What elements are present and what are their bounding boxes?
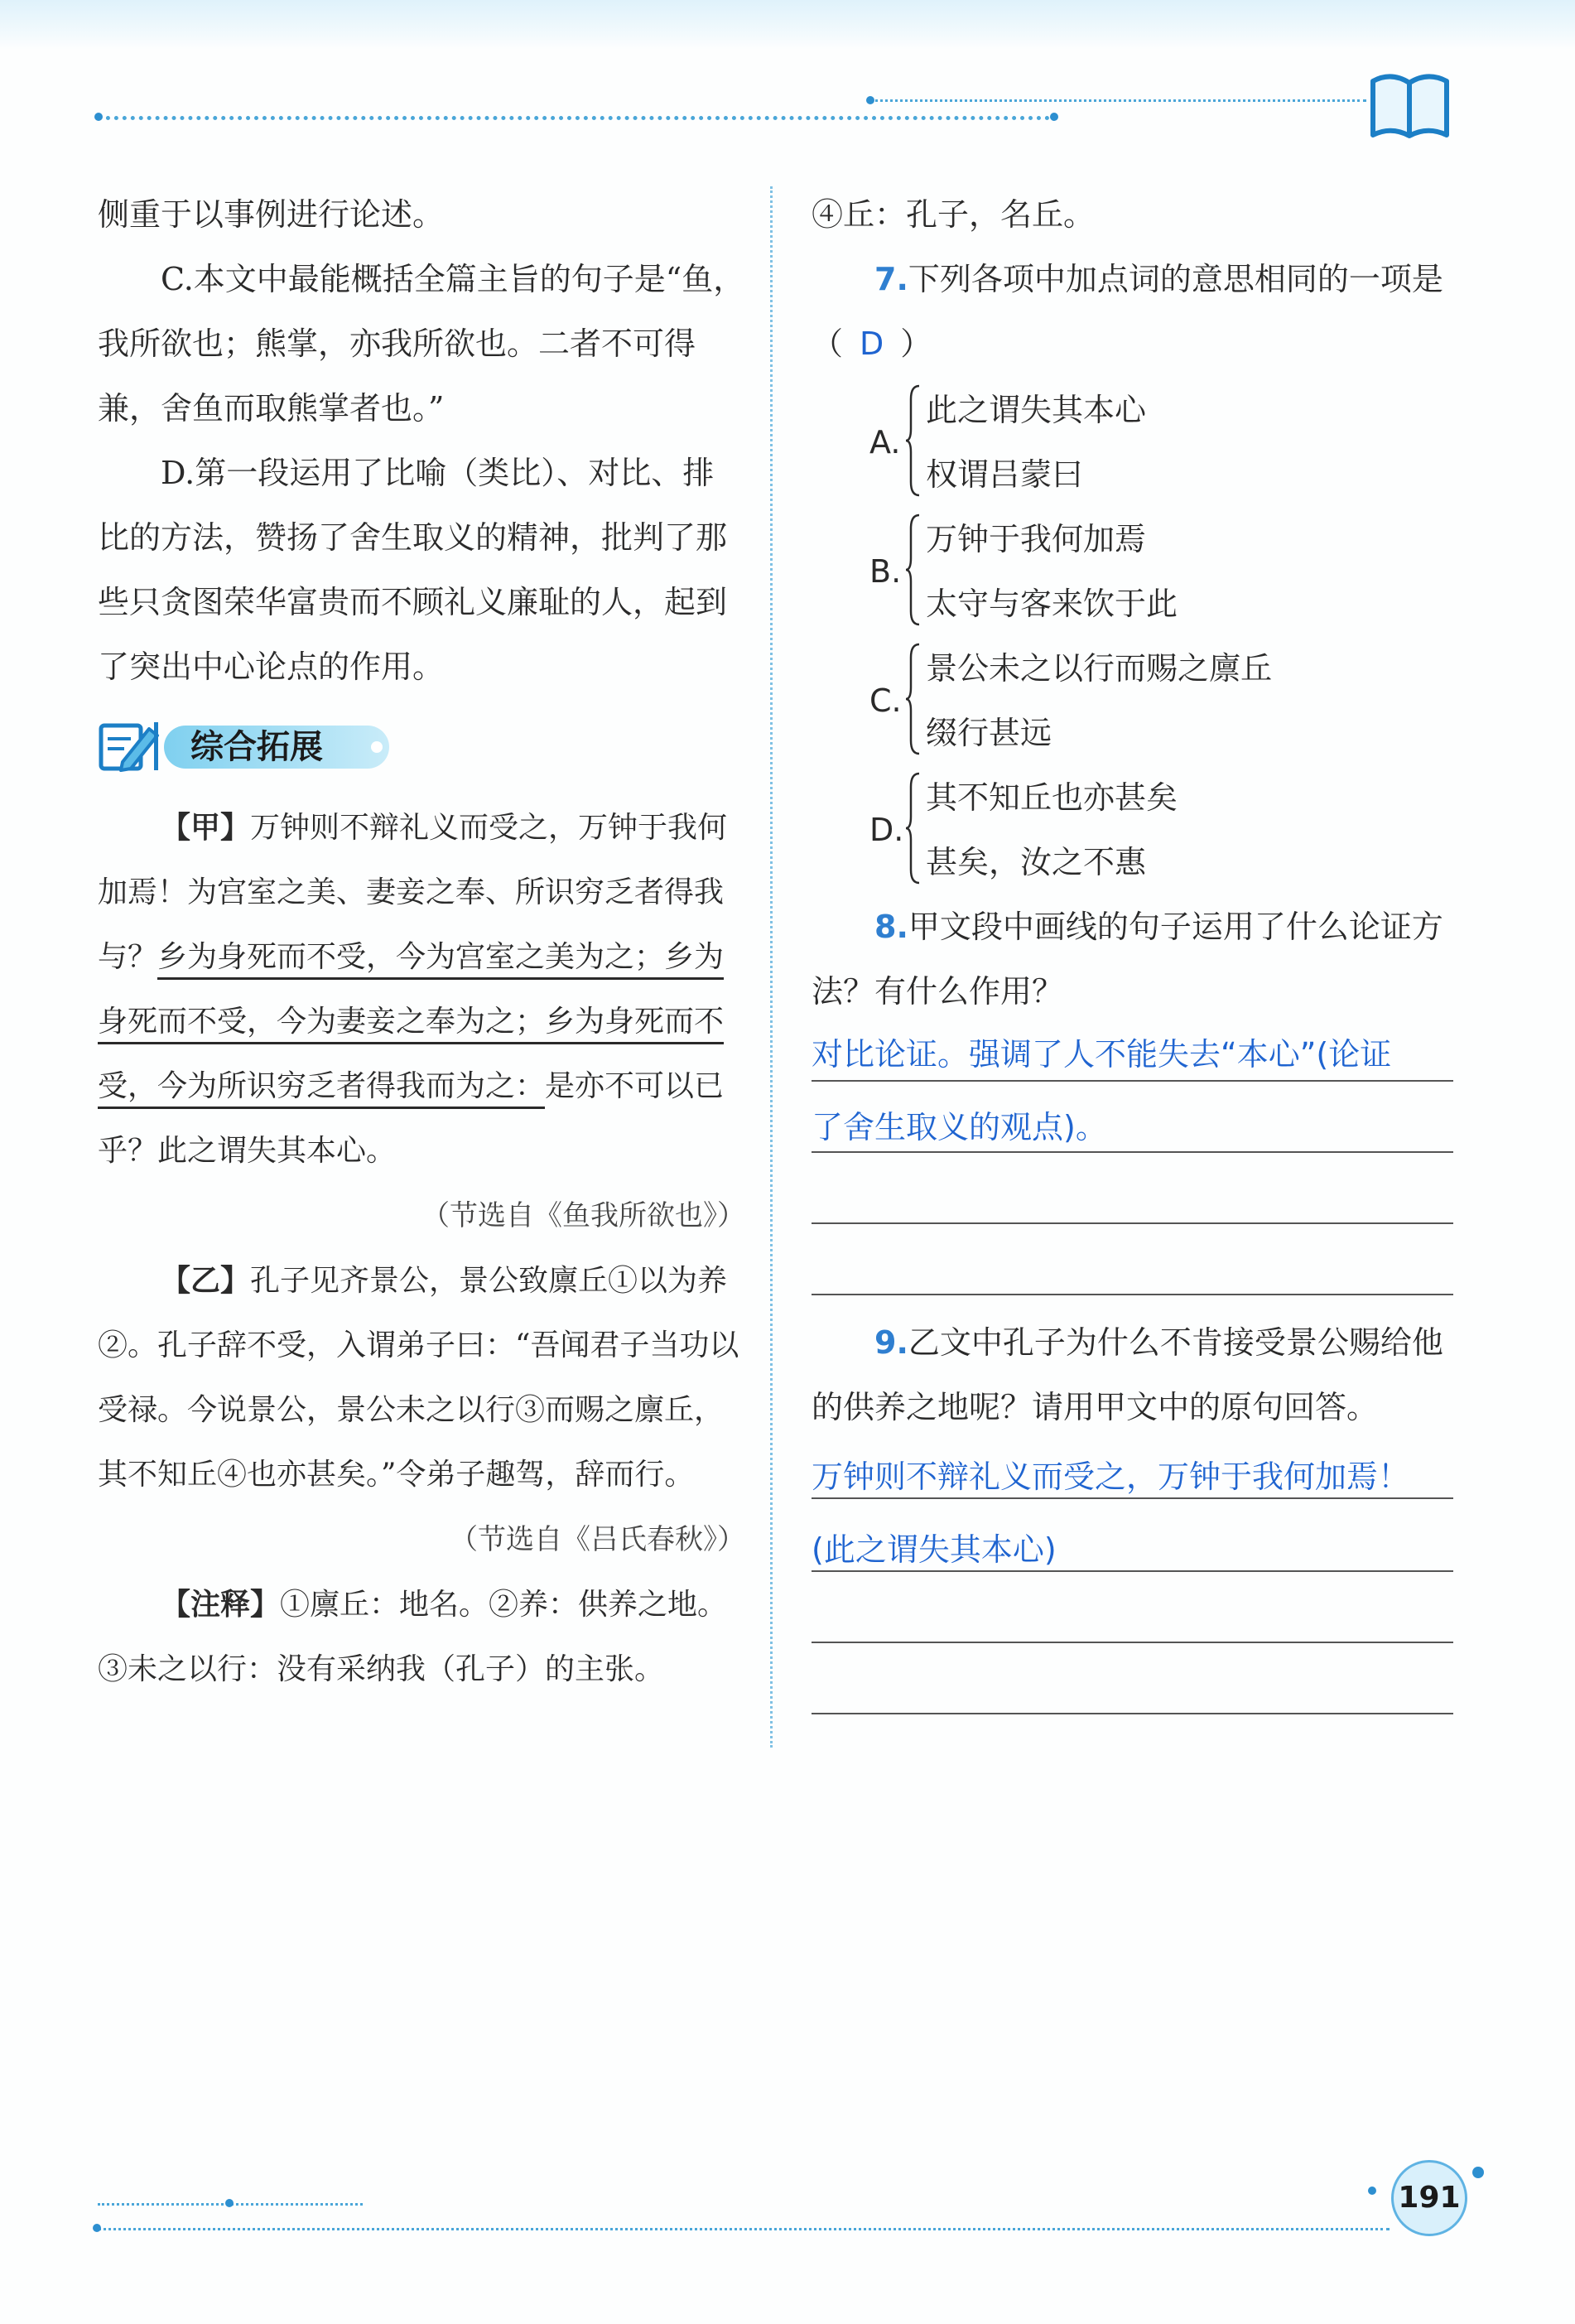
passage-jia-label: 【甲】 [161,810,251,845]
question-7-number: 7. [874,261,908,297]
footer-dot [93,2224,101,2232]
option-d-line-2: 甚矣，汝之不惠 [926,844,1147,880]
option-d-label: D. [869,812,904,848]
option-b-line-1: 万钟于我何加焉 [926,521,1147,557]
question-7-close: ） [900,325,932,362]
question-7-text-2: 是（ [812,261,1443,362]
option-c-line-1: 景公未之以行而赐之廪丘 [926,650,1273,687]
option-a-line-2: 权谓吕蒙曰 [926,456,1084,493]
section-banner [98,719,389,774]
book-icon [1366,65,1453,143]
option-b-label: B. [869,553,902,590]
answer-rule [812,1080,1453,1082]
question-9 [812,1310,1453,1439]
question-7-answer: D [860,325,884,362]
section-title: 综合拓展 [190,728,323,766]
option-c-line-2: 缀行甚远 [926,715,1052,751]
option-c-label: C. [869,682,902,719]
answer-rule [812,1713,1453,1714]
answer-rule [812,1570,1453,1572]
question-9-prompt [812,1310,1453,1439]
question-9-number: 9. [874,1324,908,1361]
annotation-text: ①廪丘：地名。②养：供养之地。③未之以行：没有采纳我（孔子）的主张。 [98,1588,728,1686]
brace-icon [904,641,921,757]
footer-dotted-rule [98,2228,1390,2230]
question-9-text: 乙文中孔子为什么不肯接受景公赐给他的供养之地呢？请用甲文中的原句回答。 [812,1324,1443,1425]
annotation [98,1572,745,1702]
page-number: 191 [1391,2160,1467,2236]
question-9-answer-line-2: (此之谓失其本心) [812,1531,1057,1568]
question-9-answer-line-1: 万钟则不辩礼义而受之，万钟于我何加焉！ [812,1459,1410,1495]
paragraph-option-d: D.第一段运用了比喻（类比）、对比、排比的方法，赞扬了舍生取义的精神，批判了那些只贪图荣华富贵而不顾礼义廉耻的人，起到了突出中心论点的作用。 [98,455,728,685]
brace-icon [904,770,921,886]
question-8-number: 8. [874,909,908,945]
answer-rule [812,1151,1453,1153]
header-dotted-rule-left [98,116,1058,120]
right-column-top [812,182,1453,376]
option-b-line-2: 太守与客来饮于此 [926,586,1178,622]
brace-icon [904,512,921,628]
header-dotted-rule-right [869,99,1366,102]
question-8 [812,894,1453,1024]
passage-jia [98,795,745,1184]
passage-jia-underlined: 乡为身死而不受，今为宫室之美为之；乡为身死而不受，今为妻妾之奉为之；乡为身死而不受，今为所识穷乏者得我而为之： [98,940,724,1109]
annotation-4: ④丘：孔子，名丘。 [812,196,1096,233]
passage-yi-label: 【乙】 [161,1263,251,1298]
option-a-label: A. [869,424,901,460]
header-dot [1050,113,1058,121]
paragraph-option-c: C.本文中最能概括全篇主旨的句子是“鱼，我所欲也；熊掌，亦我所欲也。二者不可得兼，舍鱼而取熊掌者也。” [98,261,745,427]
answer-rule [812,1497,1453,1499]
brace-icon [904,383,921,499]
header-band [0,0,1575,50]
left-column [98,182,745,699]
answer-rule [812,1294,1453,1295]
question-8-prompt [812,894,1453,1024]
question-7-text: 下列各项中加点词的意思相同的一项 [908,261,1412,297]
header-dot [866,96,874,104]
passage-yi [98,1248,745,1507]
paragraph: 侧重于以事例进行论述。 [98,196,445,233]
option-a-line-1: 此之谓失其本心 [926,392,1147,428]
question-7 [812,247,1453,376]
passage-yi-text: 孔子见齐景公，景公致廪丘①以为养②。孔子辞不受，入谓弟子曰：“吾闻君子当功以受禄。今说景公，景公未之以行③而赐之廪丘，其不知丘④也亦甚矣。”令弟子趣驾，辞而行。 [98,1264,739,1492]
question-8-text: 甲文段中画线的句子运用了什么论证方法？有什么作用？ [812,909,1443,1010]
passage-jia-source: （节选自《鱼我所欲也》） [421,1199,745,1232]
passage-jia-text-end: 是亦不可以已乎？此之谓失其本心。 [98,1069,725,1168]
annotation-label: 【注释】 [161,1587,281,1622]
pencil-note-icon [98,719,161,774]
footer-dot [225,2199,234,2207]
footer-dot [1368,2187,1376,2195]
question-8-answer-line-2: 了舍生取义的观点)。 [812,1109,1107,1145]
question-8-answer-line-1: 对比论证。强调了人不能失去“本心”(论证 [812,1036,1392,1073]
column-divider [770,186,773,1748]
answer-rule [812,1642,1453,1643]
banner-divider [154,722,158,770]
passage-jia-text: 万钟则不辩礼义而受之，万钟于我何加焉！为宫室之美、妻妾之奉、所识穷乏者得我与？ [98,811,728,974]
header-dot [94,113,103,121]
footer-dot [1472,2167,1484,2178]
passage-yi-source: （节选自《吕氏春秋》） [450,1523,745,1556]
option-d-line-1: 其不知丘也亦甚矣 [926,779,1178,816]
banner-bullet [371,741,383,753]
answer-rule [812,1222,1453,1224]
passage-block [98,795,745,1702]
